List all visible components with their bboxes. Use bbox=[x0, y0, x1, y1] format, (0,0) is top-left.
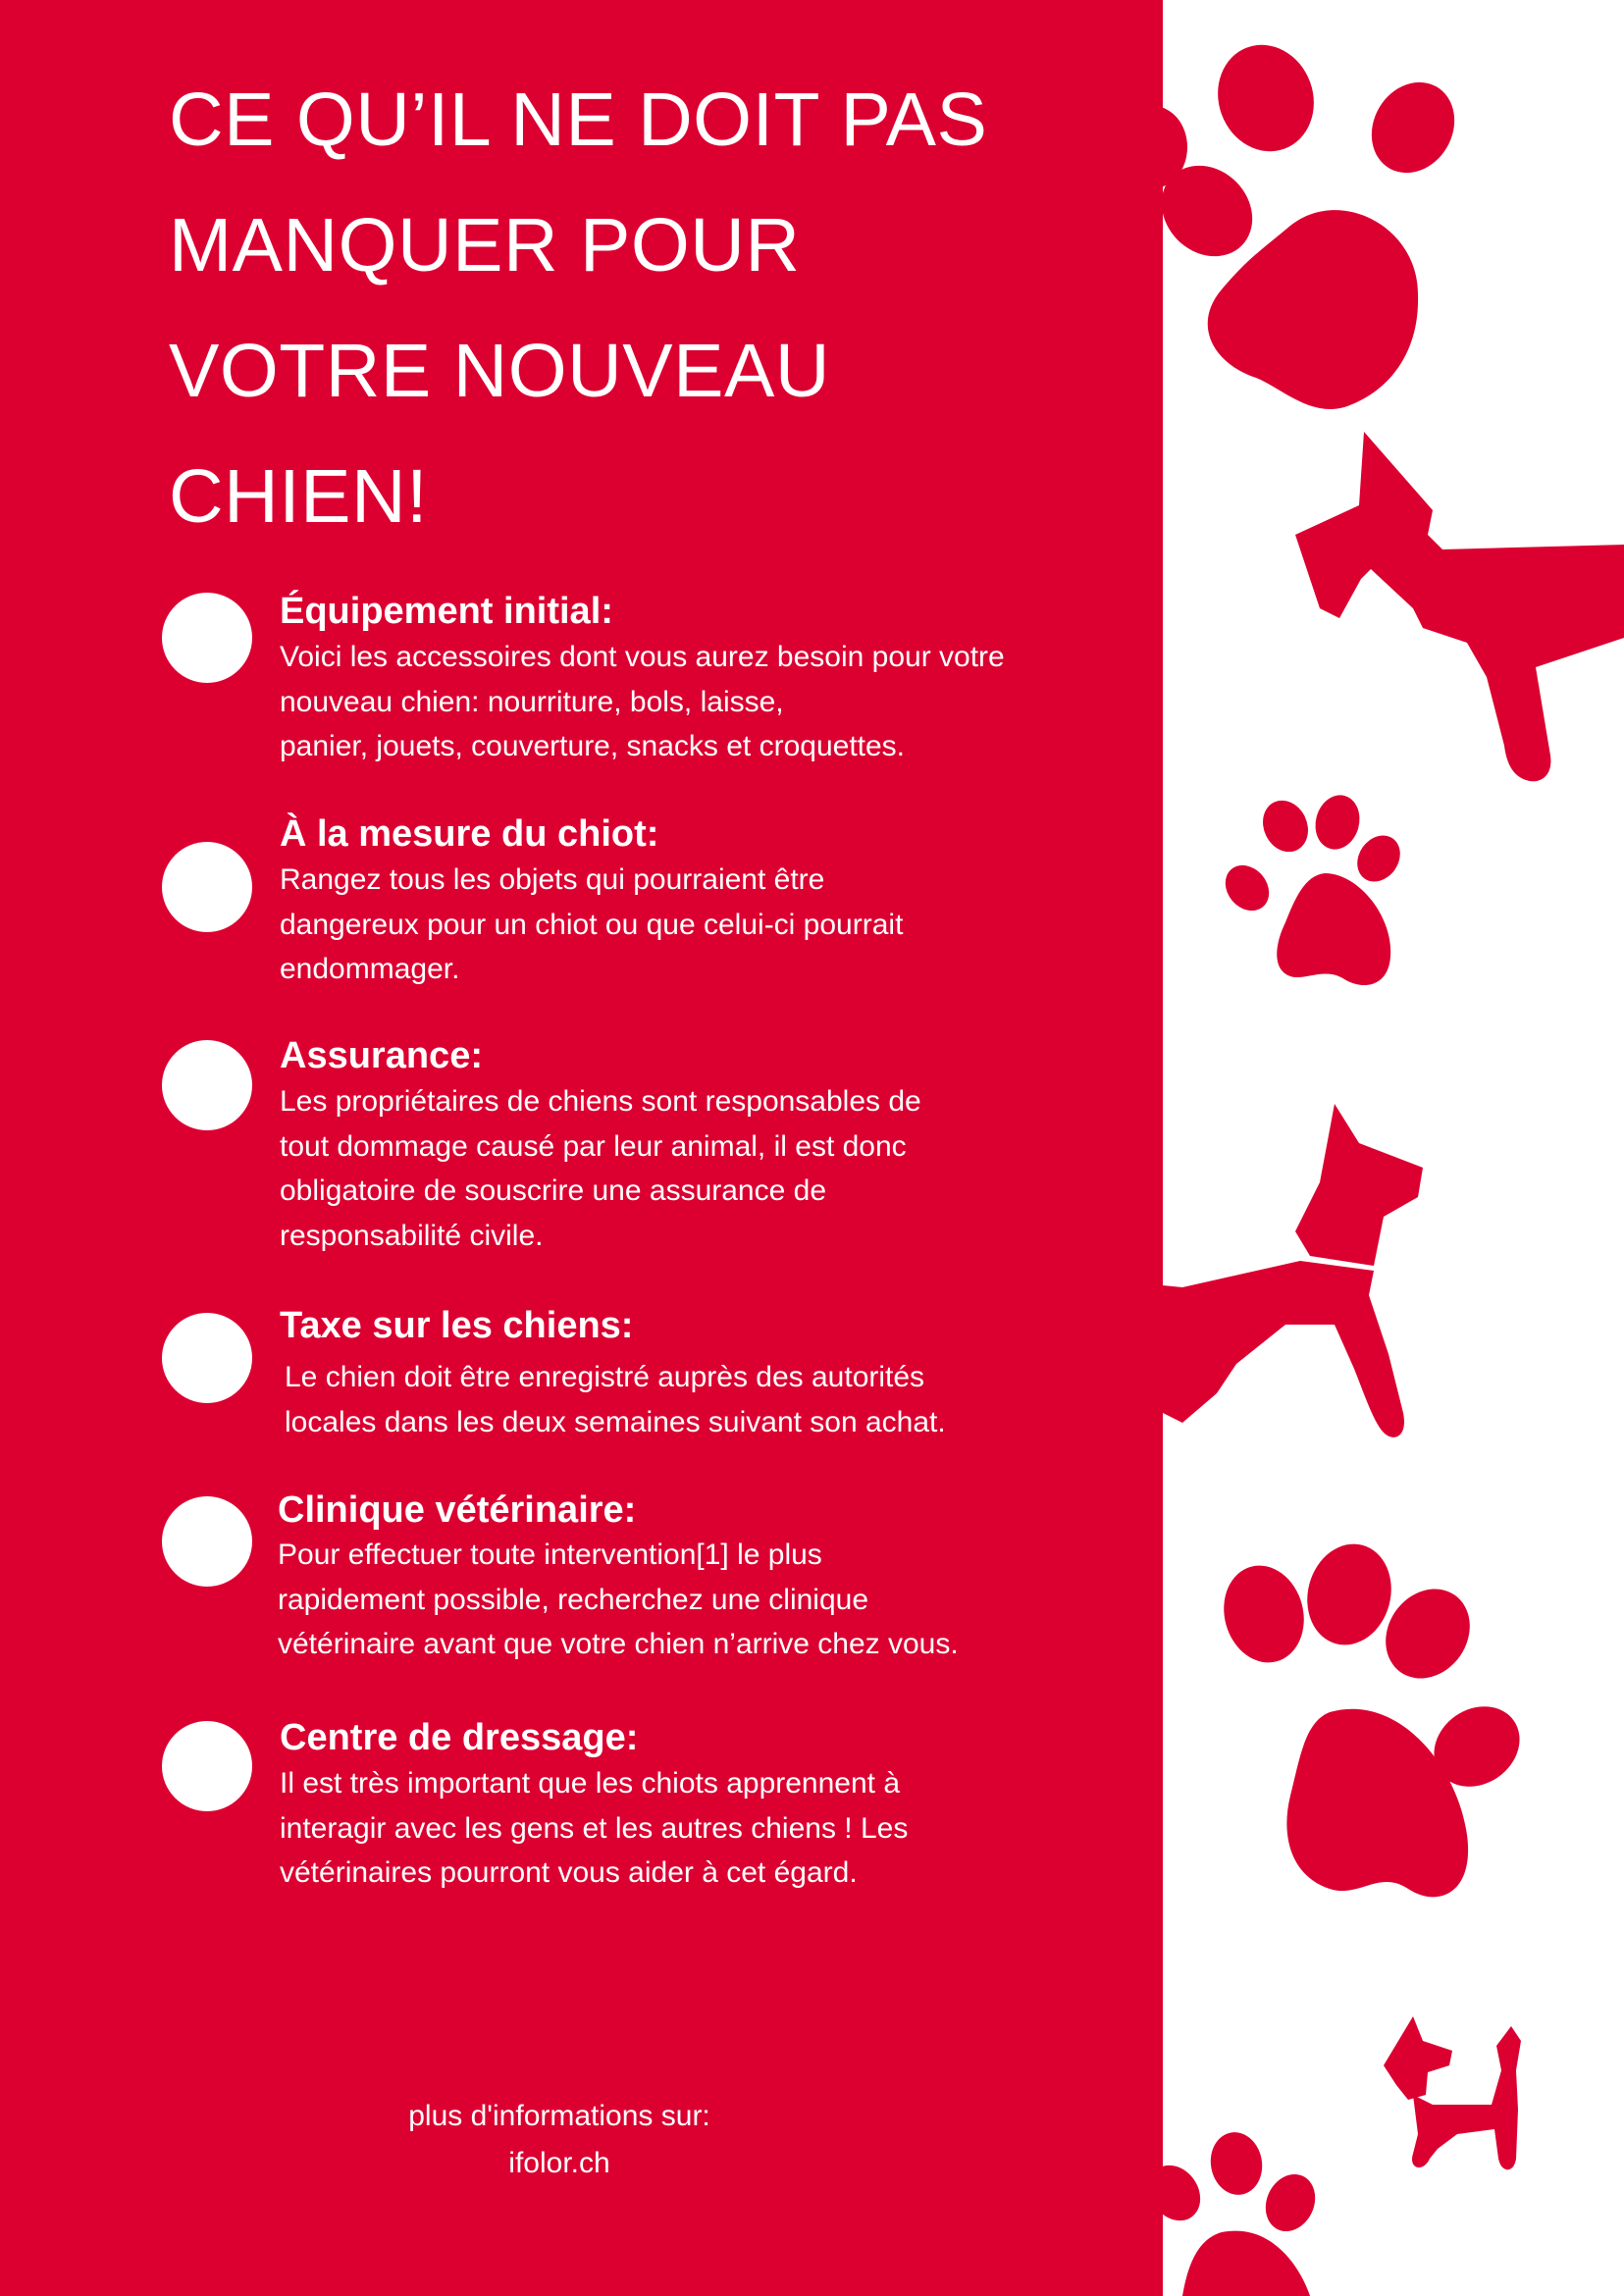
item-text-line: tout dommage causé par leur animal, il est donc bbox=[280, 1129, 907, 1163]
checkbox-circle[interactable] bbox=[162, 1496, 252, 1587]
item-text bbox=[280, 1761, 1124, 1896]
decoration-art bbox=[1163, 0, 1624, 2296]
item-text-line: vétérinaire avant que votre chien n’arrive chez vous. bbox=[278, 1628, 959, 1660]
item-text-line: Les propriétaires de chiens sont responsables de bbox=[280, 1085, 921, 1118]
item-text-line: interagir avec les gens et les autres chiens ! Les bbox=[280, 1811, 909, 1845]
footer bbox=[294, 2093, 824, 2187]
dog-silhouette-icon bbox=[1295, 432, 1624, 781]
item-text-line: Pour effectuer toute intervention[1] le plus bbox=[278, 1539, 822, 1571]
footer-link[interactable]: ifolor.ch bbox=[508, 2147, 610, 2179]
dog-silhouette-icon bbox=[1163, 1104, 1423, 1437]
item-heading: Taxe sur les chiens: bbox=[280, 1305, 634, 1346]
item-text-line: nouveau chien: nourriture, bols, laisse, bbox=[280, 685, 784, 718]
item-text-line: endommager. bbox=[280, 953, 460, 985]
item-heading: Centre de dressage: bbox=[280, 1717, 639, 1758]
checkbox-circle[interactable] bbox=[162, 842, 252, 932]
title-line: MANQUER POUR bbox=[169, 203, 801, 287]
paw-print-icon bbox=[1163, 31, 1471, 409]
item-text bbox=[285, 1355, 1128, 1444]
paw-print-icon bbox=[1163, 2128, 1324, 2296]
dog-silhouette-icon bbox=[1384, 2016, 1521, 2169]
checkbox-circle[interactable] bbox=[162, 1040, 252, 1130]
checkbox-circle[interactable] bbox=[162, 1721, 252, 1811]
title-line: VOTRE NOUVEAU bbox=[169, 329, 830, 413]
title-line: CE QU’IL NE DOIT PAS bbox=[169, 78, 988, 162]
item-text bbox=[280, 635, 1124, 769]
item-text-line: Voici les accessoires dont vous aurez besoin pour votre bbox=[280, 641, 1005, 673]
title-line: CHIEN! bbox=[169, 454, 428, 539]
footer-label: plus d'informations sur: bbox=[408, 2100, 710, 2132]
decoration-column bbox=[1163, 0, 1624, 2296]
page-title bbox=[169, 57, 1150, 559]
item-text bbox=[280, 858, 1124, 992]
item-heading: Clinique vétérinaire: bbox=[278, 1489, 637, 1531]
item-text-line: panier, jouets, couverture, snacks et croquettes. bbox=[280, 730, 906, 762]
item-text-line: obligatoire de souscrire une assurance de bbox=[280, 1174, 827, 1207]
item-text bbox=[278, 1533, 1122, 1667]
item-text-line: Rangez tous les objets qui pourraient être bbox=[280, 863, 825, 896]
item-text bbox=[280, 1079, 1124, 1258]
item-heading: Équipement initial: bbox=[280, 591, 613, 632]
item-text-line: vétérinaires pourront vous aider à cet égard. bbox=[280, 1856, 858, 1889]
item-text-line: Il est très important que les chiots apprennent à bbox=[280, 1767, 901, 1800]
item-text-line: responsabilité civile. bbox=[280, 1219, 544, 1252]
checkbox-circle[interactable] bbox=[162, 1313, 252, 1403]
item-text-line: rapidement possible, recherchez une clinique bbox=[278, 1583, 869, 1616]
item-text-line: locales dans les deux semaines suivant son achat. bbox=[285, 1405, 946, 1438]
item-text-line: dangereux pour un chiot ou que celui-ci pourrait bbox=[280, 908, 904, 941]
paw-print-icon bbox=[1213, 1535, 1535, 1897]
checkbox-circle[interactable] bbox=[162, 593, 252, 683]
item-heading: Assurance: bbox=[280, 1035, 483, 1076]
item-heading: À la mesure du chiot: bbox=[280, 813, 659, 855]
item-text-line: Le chien doit être enregistré auprès des autorités bbox=[285, 1361, 925, 1393]
paw-print-icon bbox=[1217, 790, 1409, 985]
